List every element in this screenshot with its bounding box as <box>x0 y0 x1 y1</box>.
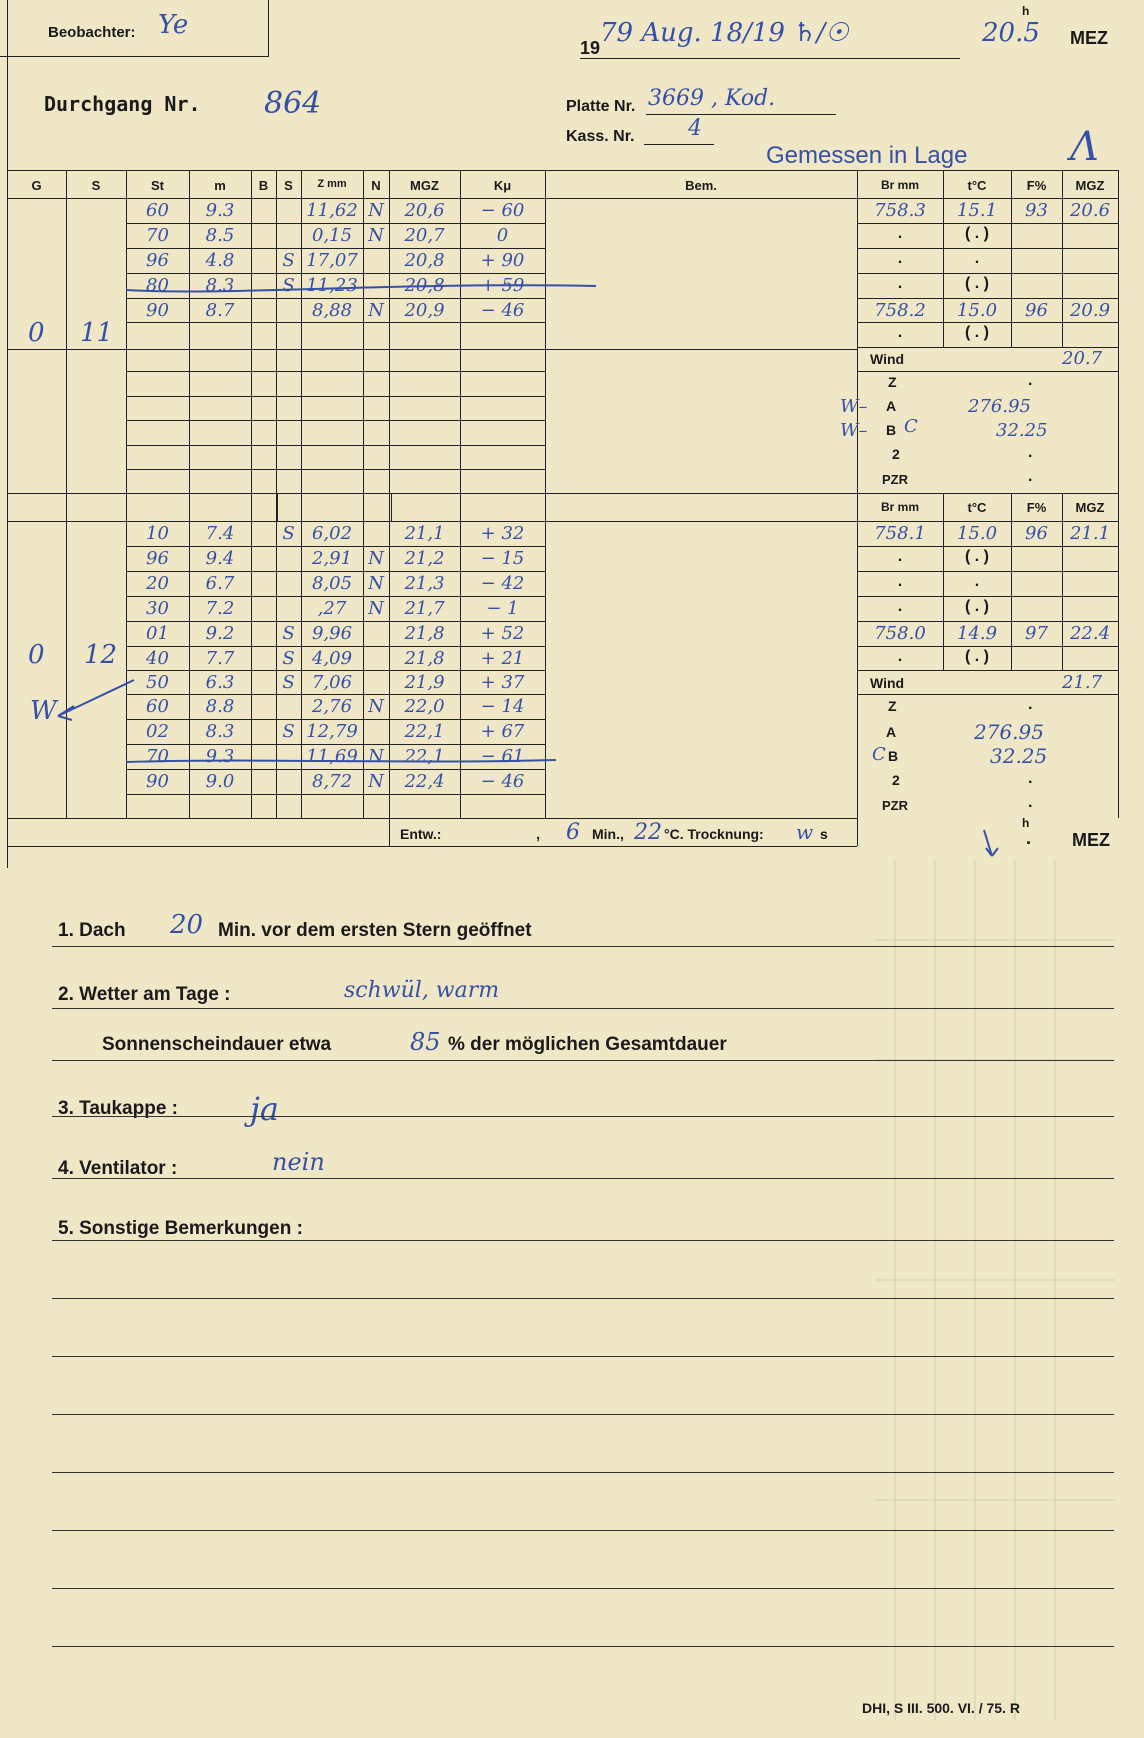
table-row: 80 <box>146 275 169 296</box>
remarks-line <box>52 1472 1114 1473</box>
table-header-bottom <box>7 198 1119 199</box>
z-value: . <box>1028 372 1033 389</box>
col-header-t-2: t°C <box>967 500 987 515</box>
measure-note-mark: Λ <box>1070 124 1099 170</box>
table-row: − 60 <box>480 200 525 221</box>
pzr-value: . <box>1028 468 1033 485</box>
table-row: 20,6 <box>404 200 445 221</box>
col-line-kbem <box>545 170 546 818</box>
col-header-t: t°C <box>967 178 987 193</box>
row-line <box>126 469 545 470</box>
table-row: 2,91 <box>311 548 353 569</box>
table-row: S <box>282 250 295 271</box>
table-row: 9.0 <box>205 771 235 792</box>
two-label: 2 <box>892 446 900 462</box>
met-t: ( . ) <box>965 648 989 665</box>
table-row: 7.4 <box>205 523 235 544</box>
met-t: 14.9 <box>956 623 998 644</box>
met-f: 96 <box>1025 300 1048 321</box>
remarks-line <box>52 1298 1114 1299</box>
col-header-f: F% <box>1026 178 1047 193</box>
table-row: 10 <box>146 523 169 544</box>
row-line <box>126 794 545 795</box>
met-mgz: 21.1 <box>1069 523 1111 544</box>
b-mark: C <box>904 416 918 437</box>
table-row: N <box>368 548 384 569</box>
table-row: 6.7 <box>205 573 235 594</box>
met-f: 93 <box>1025 200 1048 221</box>
table-row: 21,8 <box>404 648 445 669</box>
table-row: + 32 <box>480 523 525 544</box>
table-row: 7.2 <box>205 598 235 619</box>
met-row-line <box>857 322 1119 323</box>
table-row: 9.4 <box>205 548 235 569</box>
block2-s: 12 <box>84 640 118 670</box>
col-header-f-2: F% <box>1026 500 1047 515</box>
table-row: 8.3 <box>205 721 235 742</box>
remarks-line <box>52 1240 1114 1241</box>
b-label: B <box>888 748 899 764</box>
row-line <box>126 596 545 597</box>
met-t: . <box>974 250 980 267</box>
pzr-label: PZR <box>882 798 908 813</box>
a-value: 276.95 <box>968 396 1031 417</box>
table-row: 7.7 <box>205 648 235 669</box>
table-row: 11,69 <box>306 746 358 767</box>
table-row: 8.5 <box>205 225 235 246</box>
met-br: . <box>897 648 903 665</box>
table-row: 21,8 <box>404 623 445 644</box>
col-header-zmm: Z mm <box>317 178 347 190</box>
table-row: 21,3 <box>404 573 445 594</box>
col-header-mgz: MGZ <box>410 178 439 193</box>
sun-value: 85 <box>410 1028 441 1056</box>
remarks-line <box>52 1356 1114 1357</box>
table-row: − 1 <box>486 598 519 619</box>
met-br: . <box>897 225 903 242</box>
met-br: 758.0 <box>874 623 926 644</box>
entw-temp: 22 <box>634 820 662 845</box>
table-row: 20,8 <box>404 275 445 296</box>
arrow-down-icon <box>980 826 1004 862</box>
table-bottom <box>7 818 857 819</box>
table-row: S <box>282 523 295 544</box>
met-t: . <box>974 573 980 590</box>
sun-line <box>52 1060 1114 1061</box>
block2-w: W <box>30 696 57 726</box>
table-row: 0,15 <box>311 225 353 246</box>
met-t: ( . ) <box>965 275 989 292</box>
remarks-line <box>52 1414 1114 1415</box>
b-prefix: W– <box>840 420 868 441</box>
met-t: ( . ) <box>965 225 989 242</box>
entw-bottom <box>7 846 857 847</box>
a-value: 276.95 <box>974 720 1044 744</box>
entw-label: Entw.: <box>400 826 442 842</box>
wind-label: Wind <box>870 351 905 367</box>
met-br: 758.2 <box>874 300 926 321</box>
table-row: 8,72 <box>311 771 353 792</box>
item3-label: 3. Taukappe : <box>58 1098 179 1119</box>
table-row: 4.8 <box>205 250 235 271</box>
item2-label: 2. Wetter am Tage : <box>58 984 231 1005</box>
table-row: 6,02 <box>311 523 353 544</box>
table-row: 50 <box>146 672 169 693</box>
item1-suffix: Min. vor dem ersten Stern geöffnet <box>218 920 532 941</box>
table-row: 11,62 <box>306 200 358 221</box>
date-value: 79 Aug. 18/19 ♄/☉ <box>600 18 849 48</box>
item1-value: 20 <box>170 910 204 940</box>
table-row: + 67 <box>480 721 525 742</box>
year-prefix: 19 <box>580 38 601 58</box>
met-mgz: 22.4 <box>1069 623 1111 644</box>
met-t: 15.1 <box>956 200 998 221</box>
table-row: 9.2 <box>205 623 235 644</box>
plate-label: Platte Nr. <box>566 98 636 115</box>
table-row: 8.7 <box>205 300 235 321</box>
separator-box <box>276 493 392 521</box>
table-row: S <box>282 648 295 669</box>
met-row-line <box>857 273 1119 274</box>
met-br: . <box>897 324 903 341</box>
entw-dry: w <box>796 820 814 844</box>
observer-value: Ye <box>158 10 189 40</box>
met-row-line <box>857 298 1119 299</box>
table-row: 17,07 <box>306 250 358 271</box>
block2-g: 0 <box>28 640 45 670</box>
a-label: A <box>886 724 897 740</box>
table-row: 96 <box>146 250 169 271</box>
block-separator-bottom <box>7 521 1119 522</box>
transit-label: Durchgang Nr. <box>44 92 201 116</box>
met-br: . <box>897 548 903 565</box>
met-f: 96 <box>1025 523 1048 544</box>
table-row: 20,8 <box>404 250 445 271</box>
row-line <box>126 396 545 397</box>
table-row: N <box>368 200 384 221</box>
col-header-s: S <box>91 178 101 193</box>
table-row: − 61 <box>480 746 525 767</box>
table-row: 9,96 <box>311 623 353 644</box>
met-t: 15.0 <box>956 523 998 544</box>
pzr-value: . <box>1028 794 1033 811</box>
col-header-br: Br mm <box>880 178 919 192</box>
end-mez: MEZ <box>1072 830 1110 850</box>
cassette-underline <box>644 144 714 145</box>
remarks-line <box>52 1530 1114 1531</box>
wind-mgz: 21.7 <box>1062 672 1103 693</box>
table-row: 21,2 <box>404 548 445 569</box>
table-row: 8,88 <box>311 300 353 321</box>
date-underline <box>580 58 960 59</box>
top-rule <box>7 56 269 57</box>
b-value: 32.25 <box>990 744 1048 768</box>
time-value: 20.5 <box>982 18 1040 48</box>
item3-line <box>52 1116 1114 1117</box>
strike-through <box>126 270 606 300</box>
table-row: 9.3 <box>205 200 235 221</box>
entw-min-label: Min., <box>592 826 624 842</box>
met-t: ( . ) <box>965 324 989 341</box>
two-label: 2 <box>892 772 900 788</box>
table-row: 11,23 <box>306 275 358 296</box>
table-top <box>7 170 1119 171</box>
z-value: . <box>1028 696 1033 713</box>
row-line <box>126 670 545 671</box>
row-line <box>126 571 545 572</box>
col-header-st: St <box>151 178 164 193</box>
met-f: 97 <box>1025 623 1048 644</box>
a-prefix: W– <box>840 396 868 417</box>
plate-underline <box>646 114 836 115</box>
col-header-m: m <box>214 178 226 193</box>
table-row: 22,0 <box>404 696 445 717</box>
block1-s: 11 <box>80 318 114 348</box>
table-row: 7,06 <box>311 672 353 693</box>
met-row-line <box>857 546 1119 547</box>
col-header-b: B <box>258 178 269 193</box>
table-row: S <box>282 623 295 644</box>
col-header-n: N <box>371 178 381 193</box>
row-line <box>126 744 545 745</box>
row-line <box>126 719 545 720</box>
cassette-label: Kass. Nr. <box>566 128 635 145</box>
table-row: 70 <box>146 225 169 246</box>
item1-prefix: 1. Dach <box>58 920 126 941</box>
table-row: 40 <box>146 648 169 669</box>
table-row: ,27 <box>317 598 347 619</box>
table-row: N <box>368 225 384 246</box>
table-row: N <box>368 573 384 594</box>
table-row: 8.8 <box>205 696 235 717</box>
met-br: . <box>897 250 903 267</box>
table-row: 90 <box>146 300 169 321</box>
met-row-line <box>857 223 1119 224</box>
entw-temp-label: °C. Trocknung: <box>664 826 764 842</box>
table-row: 60 <box>146 200 169 221</box>
block1-g: 0 <box>28 318 45 348</box>
entw-minutes: 6 <box>566 820 580 845</box>
met-row-line <box>857 621 1119 622</box>
met-br: 758.1 <box>874 523 926 544</box>
col-header-s2: S <box>284 178 293 193</box>
table-row: S <box>282 275 295 296</box>
met-t: ( . ) <box>965 548 989 565</box>
end-dot: . <box>1026 828 1032 848</box>
table-row: − 15 <box>480 548 525 569</box>
entw-comma: , <box>536 826 541 843</box>
table-row: S <box>282 672 295 693</box>
table-row: 21,1 <box>404 523 445 544</box>
item5-label: 5. Sonstige Bemerkungen : <box>58 1218 303 1239</box>
met-row-line <box>857 646 1119 647</box>
col-header-bem: Bem. <box>685 178 717 193</box>
sun-suffix: % der möglichen Gesamtdauer <box>448 1034 727 1055</box>
item4-line <box>52 1178 1114 1179</box>
table-row: N <box>368 746 384 767</box>
b-mark: C <box>872 744 886 765</box>
table-row: 9.3 <box>205 746 235 767</box>
table-row: + 90 <box>480 250 525 271</box>
met-mgz: 20.6 <box>1069 200 1111 221</box>
table-row: 4,09 <box>311 648 353 669</box>
row-line <box>126 420 545 421</box>
table-row: 20 <box>146 573 169 594</box>
item2-line <box>52 1008 1114 1009</box>
table-row: 60 <box>146 696 169 717</box>
table-row: N <box>368 598 384 619</box>
table-row: 01 <box>146 623 169 644</box>
table-row: 12,79 <box>306 721 358 742</box>
remarks-line <box>52 1646 1114 1647</box>
col-line-mb <box>251 170 252 818</box>
plate-value: 3669 , Kod. <box>648 86 776 111</box>
table-row: N <box>368 771 384 792</box>
row-line <box>126 694 545 695</box>
row-line <box>126 248 545 249</box>
two-value: . <box>1028 770 1033 787</box>
table-row: S <box>282 721 295 742</box>
col-header-br-2: Br mm <box>880 500 919 514</box>
row-line <box>126 445 545 446</box>
met-row-line <box>857 248 1119 249</box>
sun-prefix: Sonnenscheindauer etwa <box>102 1034 332 1055</box>
table-row: 6.3 <box>205 672 235 693</box>
page-left-border <box>7 0 8 868</box>
col-header-mgz-right: MGZ <box>1075 178 1105 193</box>
col-header-mgz-right-2: MGZ <box>1075 500 1105 515</box>
table-row: N <box>368 300 384 321</box>
item2-value: schwül, warm <box>344 978 500 1003</box>
mez-label: MEZ <box>1070 28 1108 48</box>
pzr-label: PZR <box>882 472 908 487</box>
time-sup: h <box>1022 4 1030 18</box>
table-row: 20,9 <box>404 300 445 321</box>
row-line <box>126 223 545 224</box>
table-row: 21,7 <box>404 598 445 619</box>
col-header-kmu: Kμ <box>493 178 512 193</box>
col-line-right <box>1118 170 1119 818</box>
wind-mgz: 20.7 <box>1062 348 1103 369</box>
table-row: 22,1 <box>404 746 445 767</box>
remarks-line <box>52 1588 1114 1589</box>
measure-note: Gemessen in Lage <box>766 142 968 169</box>
strike-through <box>126 750 566 770</box>
table-row: N <box>368 696 384 717</box>
item3-value: ja <box>250 1090 279 1128</box>
block1-split <box>7 349 857 350</box>
table-row: 20,7 <box>404 225 445 246</box>
table-row: − 14 <box>480 696 525 717</box>
met-br: 758.3 <box>874 200 926 221</box>
item1-line <box>52 946 1114 947</box>
table-row: 96 <box>146 548 169 569</box>
table-row: − 42 <box>480 573 525 594</box>
met-row-line <box>857 596 1119 597</box>
two-value: . <box>1028 444 1033 461</box>
b-label: B <box>886 422 897 438</box>
entw-dry-unit: s <box>820 826 828 842</box>
row-line <box>126 546 545 547</box>
met-t: 15.0 <box>956 300 998 321</box>
table-row: 02 <box>146 721 169 742</box>
table-row: 8.3 <box>205 275 235 296</box>
table-row: + 21 <box>480 648 525 669</box>
table-row: 22,1 <box>404 721 445 742</box>
row-line <box>126 322 545 323</box>
table-row: 90 <box>146 771 169 792</box>
table-row: 70 <box>146 746 169 767</box>
met-t: ( . ) <box>965 598 989 615</box>
cassette-value: 4 <box>688 116 702 141</box>
table-row: 22,4 <box>404 771 445 792</box>
table-row: 21,9 <box>404 672 445 693</box>
transit-value: 864 <box>264 86 322 121</box>
observer-label: Beobachter: <box>48 24 136 41</box>
met-row-line <box>857 571 1119 572</box>
row-line <box>126 371 545 372</box>
table-row: + 37 <box>480 672 525 693</box>
table-row: − 46 <box>480 300 525 321</box>
table-row: 0 <box>496 225 509 246</box>
col-header-g: G <box>31 178 42 193</box>
block-separator-top <box>7 493 1119 494</box>
table-row: + 52 <box>480 623 525 644</box>
z-label: Z <box>888 698 897 714</box>
bleed-through-pattern <box>875 860 1115 1720</box>
met-row-line <box>857 371 1119 372</box>
end-h: h <box>1022 816 1030 830</box>
a-label: A <box>886 398 897 414</box>
met-br: . <box>897 573 903 590</box>
table-row: 8,05 <box>311 573 353 594</box>
wind-label: Wind <box>870 675 905 691</box>
met-row-line <box>857 670 1119 671</box>
table-row: 30 <box>146 598 169 619</box>
item4-label: 4. Ventilator : <box>58 1158 178 1179</box>
item4-value: nein <box>272 1148 325 1176</box>
row-line <box>126 621 545 622</box>
met-row-line <box>857 694 1119 695</box>
form-code: DHI, S III. 500. VI. / 75. R <box>862 1700 1020 1716</box>
table-row: 2,76 <box>311 696 353 717</box>
met-br: . <box>897 275 903 292</box>
z-label: Z <box>888 374 897 390</box>
b-value: 32.25 <box>996 420 1048 441</box>
met-mgz: 20.9 <box>1069 300 1111 321</box>
table-row: + 59 <box>480 275 525 296</box>
met-br: . <box>897 598 903 615</box>
row-line <box>126 646 545 647</box>
table-row: − 46 <box>480 771 525 792</box>
